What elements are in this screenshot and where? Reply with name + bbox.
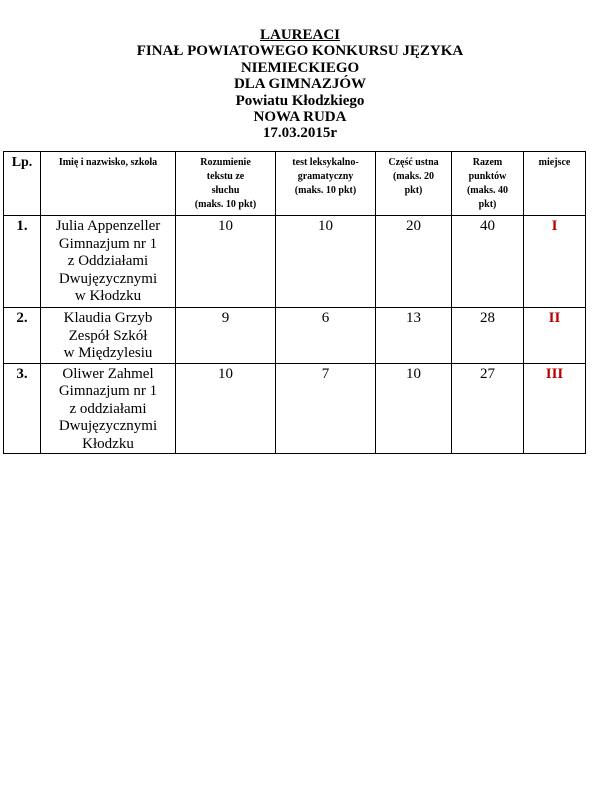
cell-listening: 10 <box>176 216 276 308</box>
header-school-type: DLA GIMNAZJÓW <box>233 76 367 93</box>
name-school-line: Dwujęzycznymi <box>58 418 158 434</box>
name-school-line: Gimnazjum nr 1 <box>58 383 158 399</box>
col-header-place: miejsce <box>524 152 586 216</box>
cell-oral: 13 <box>376 308 452 364</box>
name-school-line: Oliwer Zahmel <box>62 365 154 382</box>
cell-total: 40 <box>452 216 524 308</box>
col-header-listening-line: Rozumienie <box>200 157 251 168</box>
col-header-listening-line: tekstu ze <box>206 171 245 182</box>
col-header-oral <box>376 152 452 216</box>
col-header-total-line: pkt) <box>478 199 497 210</box>
cell-listening: 9 <box>176 308 276 364</box>
name-school-line: Klaudia Grzyb <box>63 310 153 326</box>
cell-lexical: 7 <box>276 363 376 454</box>
cell-lp: 3. <box>4 363 41 454</box>
name-school-line: Julia Appenzeller <box>55 218 161 234</box>
table-row <box>4 308 586 364</box>
cell-place: I <box>524 216 586 308</box>
cell-lexical: 10 <box>276 216 376 308</box>
col-header-lexical-line: test leksykalno- <box>292 157 359 168</box>
header-contest-name: FINAŁ POWIATOWEGO KONKURSU JĘZYKA <box>136 43 464 60</box>
header-contest-language: NIEMIECKIEGO <box>240 59 360 76</box>
col-header-lexical-line: (maks. 10 pkt) <box>294 185 357 196</box>
col-header-oral-line: (maks. 20 <box>392 171 435 182</box>
col-header-name: Imię i nazwisko, szkoła <box>41 152 176 216</box>
cell-total: 28 <box>452 308 524 364</box>
table-row <box>4 363 586 454</box>
table-row <box>4 216 586 308</box>
name-school-line: Dwujęzycznymi <box>58 270 158 287</box>
col-header-oral-line: Część ustna <box>388 157 439 168</box>
cell-lp: 1. <box>4 216 41 308</box>
name-school-line: z Oddziałami <box>67 253 149 269</box>
name-school-line: Gimnazjum nr 1 <box>58 235 158 252</box>
name-school-line: Kłodzku <box>82 435 134 452</box>
header-location: NOWA RUDA <box>253 109 347 126</box>
cell-place: III <box>524 363 586 454</box>
header-district: Powiatu Kłodzkiego <box>235 92 365 109</box>
name-school-line: w Międzylesiu <box>63 345 153 361</box>
header-date: 17.03.2015r <box>262 125 338 142</box>
cell-oral: 20 <box>376 216 452 308</box>
name-school-line: z oddziałami <box>69 400 147 417</box>
document-header <box>0 27 600 142</box>
cell-name-school <box>41 308 176 364</box>
cell-place: II <box>524 308 586 364</box>
col-header-total-line: punktów <box>468 171 507 182</box>
header-title: LAUREACI <box>259 27 340 43</box>
name-school-line: Zespół Szkół <box>68 327 148 344</box>
col-header-lp: Lp. <box>4 152 41 216</box>
cell-listening: 10 <box>176 363 276 454</box>
cell-total: 27 <box>452 363 524 454</box>
cell-oral: 10 <box>376 363 452 454</box>
results-table <box>3 151 586 454</box>
col-header-lexical-line: gramatyczny <box>297 171 354 182</box>
name-school-line: w Kłodzku <box>74 288 142 304</box>
cell-name-school <box>41 363 176 454</box>
cell-lp: 2. <box>4 308 41 364</box>
table-header-row <box>4 152 586 216</box>
col-header-total <box>452 152 524 216</box>
cell-lexical: 6 <box>276 308 376 364</box>
cell-name-school <box>41 216 176 308</box>
col-header-listening-line: słuchu <box>211 185 240 196</box>
col-header-lexical <box>276 152 376 216</box>
col-header-total-line: Razem <box>472 157 503 168</box>
col-header-listening <box>176 152 276 216</box>
col-header-oral-line: pkt) <box>404 185 423 196</box>
col-header-listening-line: (maks. 10 pkt) <box>194 199 257 210</box>
col-header-total-line: (maks. 40 <box>466 185 509 196</box>
